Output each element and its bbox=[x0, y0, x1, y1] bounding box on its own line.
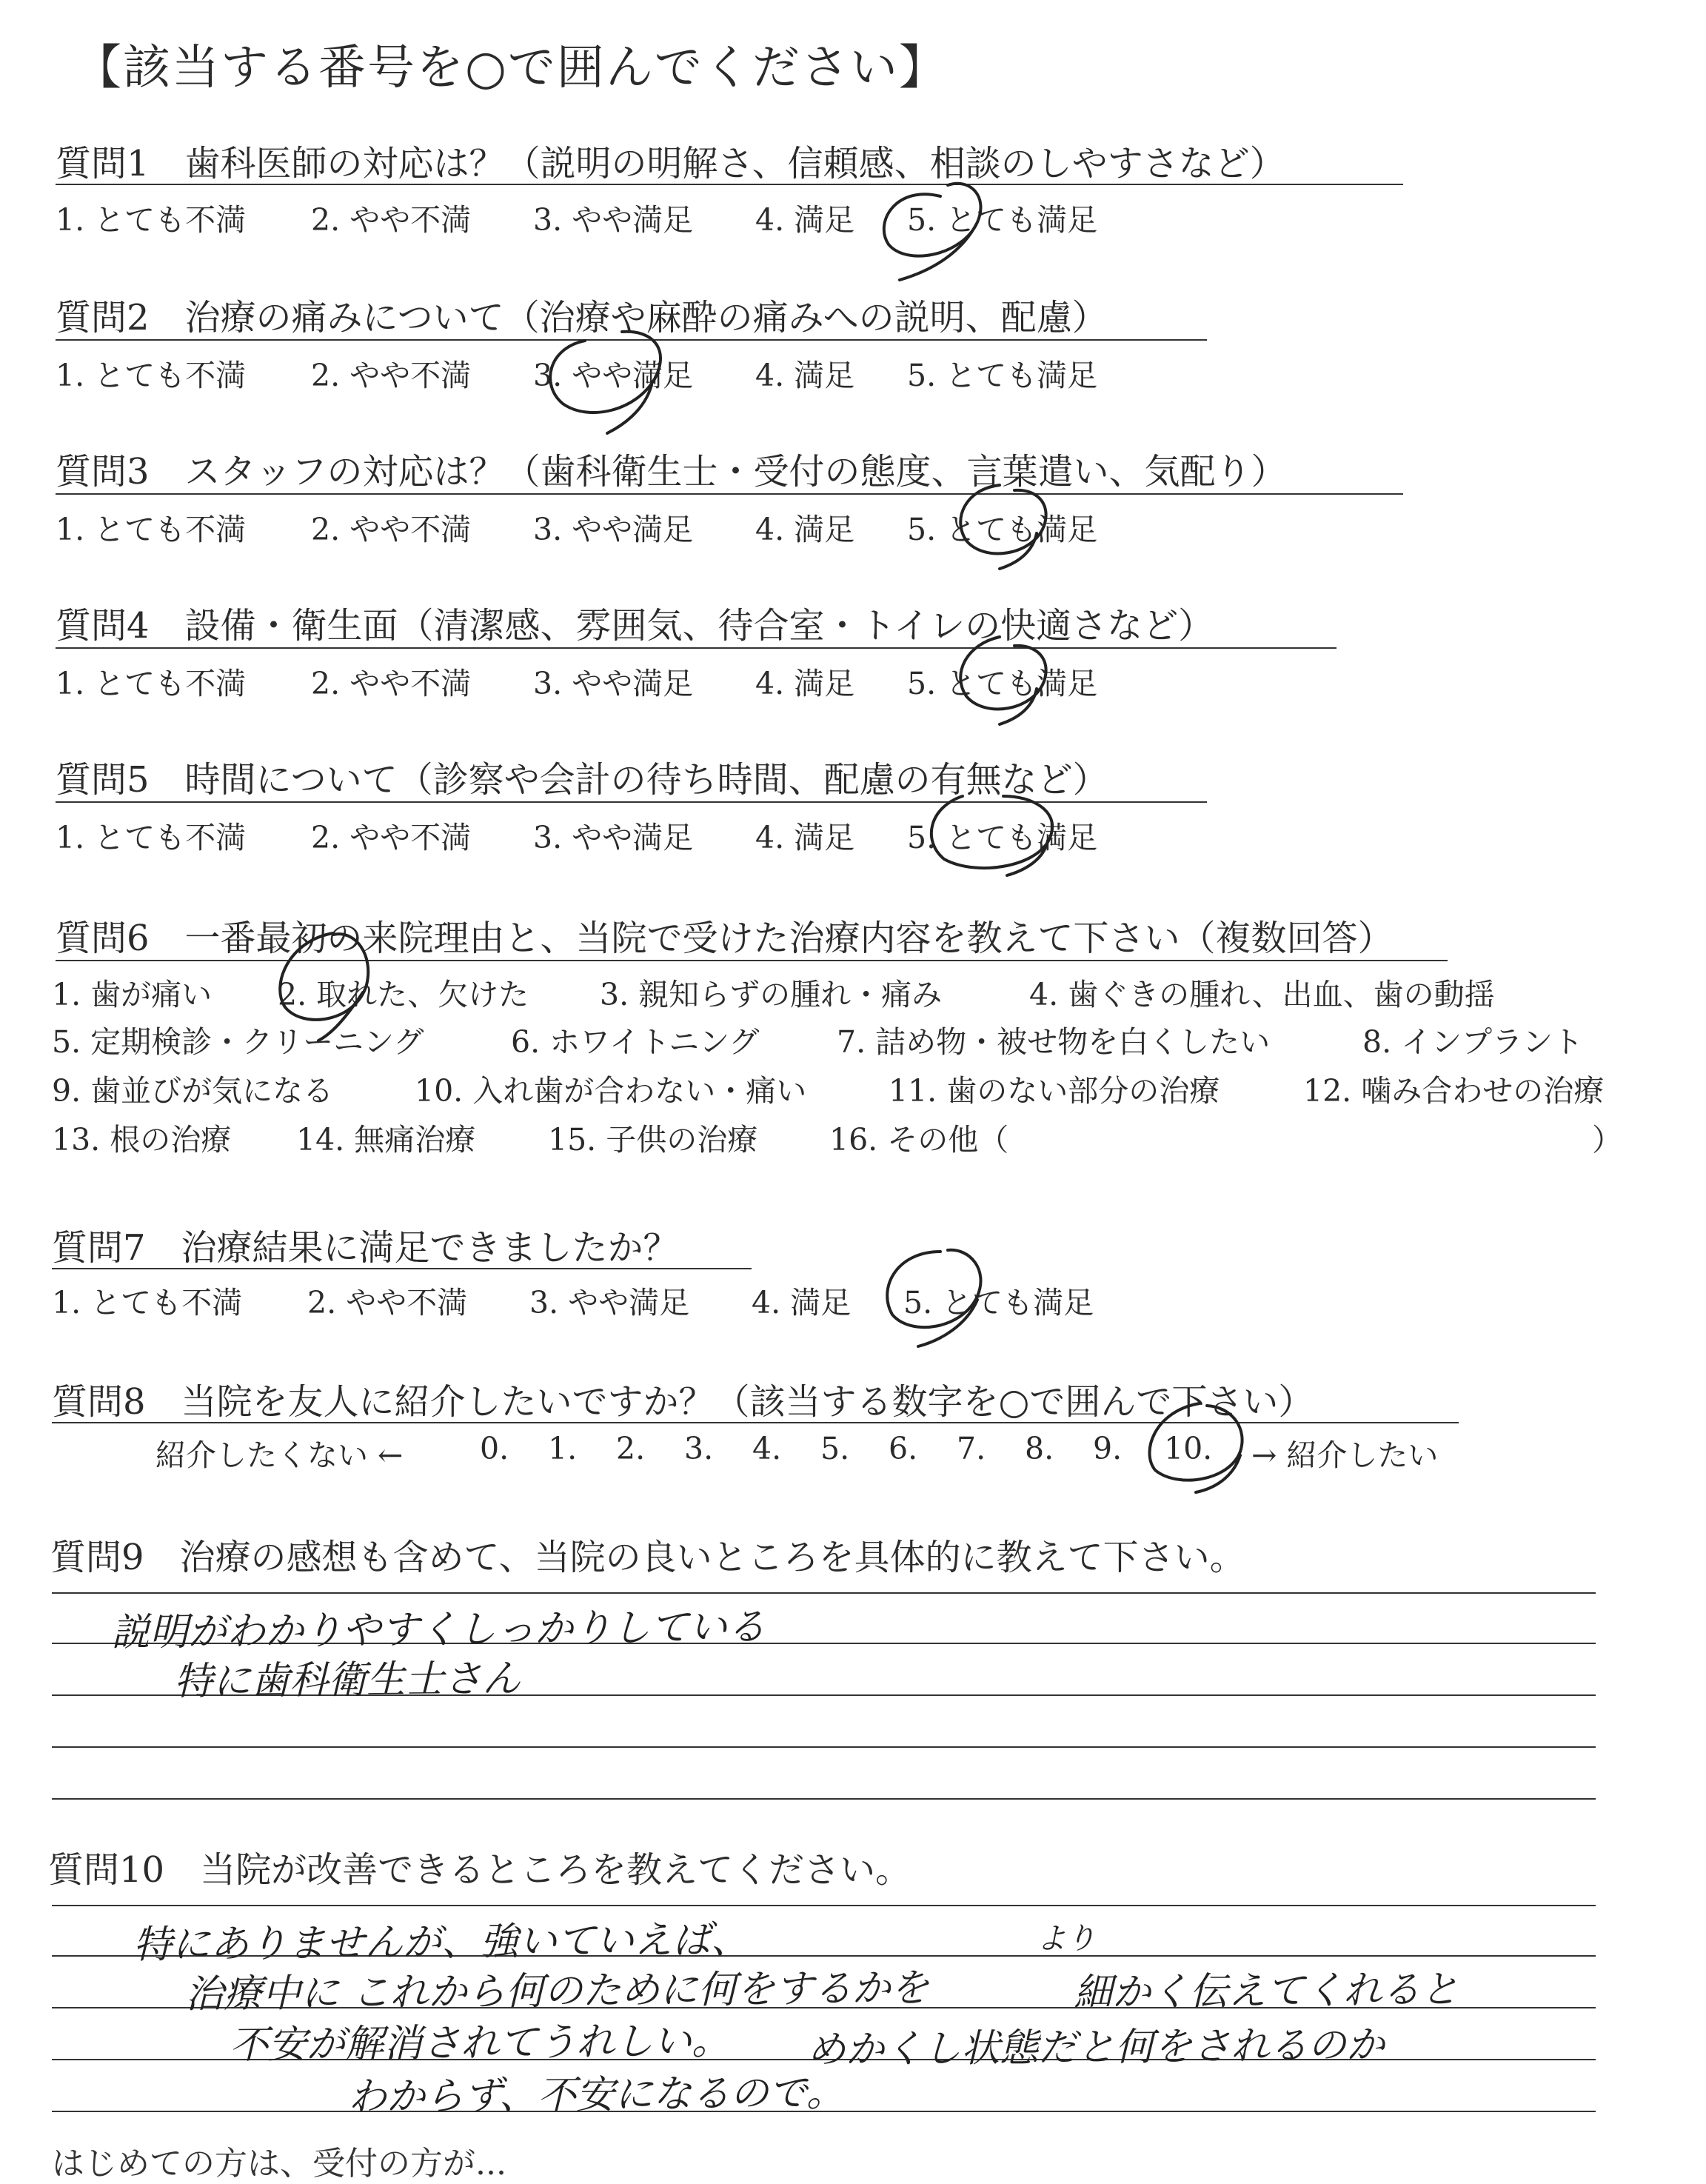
q3-selection-circle bbox=[960, 485, 1046, 569]
q9-heading: 質問9 治療の感想も含めて、当院の良いところを具体的に教えて下さい。 bbox=[50, 1537, 1245, 1578]
q5-selection-circle bbox=[931, 796, 1052, 875]
q2-option-2[interactable]: 2. やや不満 bbox=[311, 358, 472, 393]
q6-option-12[interactable]: 12. 噛み合わせの治療 bbox=[1303, 1073, 1605, 1109]
q6-heading: 質問6 一番最初の来院理由と、当院で受けた治療内容を教えて下さい（複数回答） bbox=[56, 918, 1394, 959]
q1-heading: 質問1 歯科医師の対応は？（説明の明解さ、信頼感、相談のしやすさなど） bbox=[56, 143, 1285, 184]
q6-option-9[interactable]: 9. 歯並びが気になる bbox=[52, 1073, 334, 1109]
q8-number-7[interactable]: 7. bbox=[957, 1431, 986, 1466]
q4-option-4[interactable]: 4. 満足 bbox=[755, 666, 855, 701]
q6-option-3[interactable]: 3. 親知らずの腫れ・痛み bbox=[600, 977, 943, 1012]
q8-right-label: → 紹介したい bbox=[1251, 1437, 1439, 1473]
q3-option-3[interactable]: 3. やや満足 bbox=[533, 512, 694, 547]
q3-option-1[interactable]: 1. とても不満 bbox=[56, 512, 247, 547]
q10-answer-line-2b: 細かく伝えてくれると bbox=[1073, 1967, 1459, 2016]
q5-option-3[interactable]: 3. やや満足 bbox=[533, 820, 694, 855]
q10-answer-line-2a: 治療中に これから何のために何をするかを bbox=[184, 1966, 929, 2017]
q9-answer-line-2: 特に歯科衛生士さん bbox=[173, 1656, 521, 1705]
q3-option-5[interactable]: 5. とても満足 bbox=[907, 512, 1098, 547]
q10-answer-line-4: わからず、不安になるので。 bbox=[347, 2071, 846, 2120]
q6-option-16-close: ） bbox=[1592, 1122, 1622, 1158]
q6-option-7[interactable]: 7. 詰め物・被せ物を白くしたい bbox=[837, 1024, 1271, 1060]
q6-option-14[interactable]: 14. 無痛治療 bbox=[296, 1122, 476, 1158]
q6-option-11[interactable]: 11. 歯のない部分の治療 bbox=[889, 1073, 1220, 1109]
q10-answer-line-1: 特にありませんが、強いていえば、 bbox=[133, 1917, 750, 1968]
q1-option-4[interactable]: 4. 満足 bbox=[755, 202, 855, 238]
q7-option-4[interactable]: 4. 満足 bbox=[752, 1285, 852, 1320]
q8-number-8[interactable]: 8. bbox=[1025, 1431, 1054, 1466]
q6-option-2[interactable]: 2. 取れた、欠けた bbox=[278, 977, 529, 1012]
q4-option-3[interactable]: 3. やや満足 bbox=[533, 666, 694, 701]
q6-option-10[interactable]: 10. 入れ歯が合わない・痛い bbox=[415, 1073, 807, 1109]
q7-selection-circle bbox=[887, 1250, 980, 1346]
q8-number-6[interactable]: 6. bbox=[889, 1431, 918, 1466]
q4-option-2[interactable]: 2. やや不満 bbox=[311, 666, 472, 701]
q5-option-5[interactable]: 5. とても満足 bbox=[907, 820, 1098, 855]
q8-number-1[interactable]: 1. bbox=[548, 1431, 578, 1466]
q8-left-label: 紹介したくない ← bbox=[155, 1437, 404, 1473]
q8-number-4[interactable]: 4. bbox=[752, 1431, 782, 1466]
q2-option-3[interactable]: 3. やや満足 bbox=[533, 358, 694, 393]
q6-option-1[interactable]: 1. 歯が痛い bbox=[52, 977, 213, 1012]
footer-fragment: はじめての方は、受付の方が... bbox=[52, 2145, 506, 2183]
q10-answer-line-3b: めかくし状態だと何をされるのか bbox=[806, 2023, 1385, 2073]
q5-option-2[interactable]: 2. やや不満 bbox=[311, 820, 472, 855]
q9-answer-line-1: 説明がわかりやすくしっかりしている bbox=[110, 1605, 766, 1655]
q5-option-1[interactable]: 1. とても不満 bbox=[56, 820, 247, 855]
q6-option-15[interactable]: 15. 子供の治療 bbox=[548, 1122, 758, 1158]
q8-number-0[interactable]: 0. bbox=[480, 1431, 509, 1466]
q1-selection-circle bbox=[884, 184, 981, 280]
q6-selection-circle bbox=[280, 933, 368, 1041]
q8-heading: 質問8 当院を友人に紹介したいですか？（該当する数字を○で囲んで下さい） bbox=[52, 1381, 1314, 1423]
q7-option-5[interactable]: 5. とても満足 bbox=[903, 1285, 1094, 1320]
q2-heading: 質問2 治療の痛みについて（治療や麻酔の痛みへの説明、配慮） bbox=[56, 297, 1108, 338]
q6-option-16[interactable]: 16. その他（ bbox=[829, 1122, 1009, 1158]
q1-option-1[interactable]: 1. とても不満 bbox=[56, 202, 247, 238]
form-title: 【該当する番号を○で囲んでください】 bbox=[74, 41, 948, 96]
q10-answer-insertion: より bbox=[1036, 1921, 1097, 1957]
q8-number-10[interactable]: 10. bbox=[1164, 1431, 1213, 1466]
q2-option-5[interactable]: 5. とても満足 bbox=[907, 358, 1098, 393]
q3-heading: 質問3 スタッフの対応は？（歯科衛生士・受付の態度、言葉遣い、気配り） bbox=[56, 451, 1287, 492]
q4-option-5[interactable]: 5. とても満足 bbox=[907, 666, 1098, 701]
q8-number-5[interactable]: 5. bbox=[820, 1431, 850, 1466]
q2-selection-circle bbox=[550, 332, 660, 433]
q7-option-3[interactable]: 3. やや満足 bbox=[529, 1285, 690, 1320]
q6-option-6[interactable]: 6. ホワイトニング bbox=[511, 1024, 760, 1060]
q8-number-2[interactable]: 2. bbox=[616, 1431, 646, 1466]
q8-selection-circle bbox=[1150, 1403, 1242, 1492]
q1-option-3[interactable]: 3. やや満足 bbox=[533, 202, 694, 238]
q2-option-4[interactable]: 4. 満足 bbox=[755, 358, 855, 393]
q5-heading: 質問5 時間について（診察や会計の待ち時間、配慮の有無など） bbox=[56, 759, 1108, 801]
q4-heading: 質問4 設備・衛生面（清潔感、雰囲気、待合室・トイレの快適さなど） bbox=[56, 605, 1214, 647]
q6-option-13[interactable]: 13. 根の治療 bbox=[52, 1122, 232, 1158]
q8-number-3[interactable]: 3. bbox=[684, 1431, 714, 1466]
q7-heading: 質問7 治療結果に満足できましたか？ bbox=[52, 1227, 679, 1269]
q8-number-9[interactable]: 9. bbox=[1093, 1431, 1123, 1466]
q10-answer-line-3a: 不安が解消されてうれしい。 bbox=[229, 2019, 731, 2068]
q3-option-2[interactable]: 2. やや不満 bbox=[311, 512, 472, 547]
q3-option-4[interactable]: 4. 満足 bbox=[755, 512, 855, 547]
q1-option-5[interactable]: 5. とても満足 bbox=[907, 202, 1098, 238]
q1-option-2[interactable]: 2. やや不満 bbox=[311, 202, 472, 238]
q10-heading: 質問10 当院が改善できるところを教えてください。 bbox=[48, 1849, 911, 1891]
q2-option-1[interactable]: 1. とても不満 bbox=[56, 358, 247, 393]
q6-option-5[interactable]: 5. 定期検診・クリーニング bbox=[52, 1024, 424, 1060]
q6-option-8[interactable]: 8. インプラント bbox=[1362, 1024, 1584, 1060]
q6-option-4[interactable]: 4. 歯ぐきの腫れ、出血、歯の動揺 bbox=[1029, 977, 1495, 1012]
q7-option-2[interactable]: 2. やや不満 bbox=[307, 1285, 468, 1320]
q5-option-4[interactable]: 4. 満足 bbox=[755, 820, 855, 855]
q7-option-1[interactable]: 1. とても不満 bbox=[52, 1285, 243, 1320]
q4-selection-circle bbox=[960, 637, 1046, 724]
q4-option-1[interactable]: 1. とても不満 bbox=[56, 666, 247, 701]
